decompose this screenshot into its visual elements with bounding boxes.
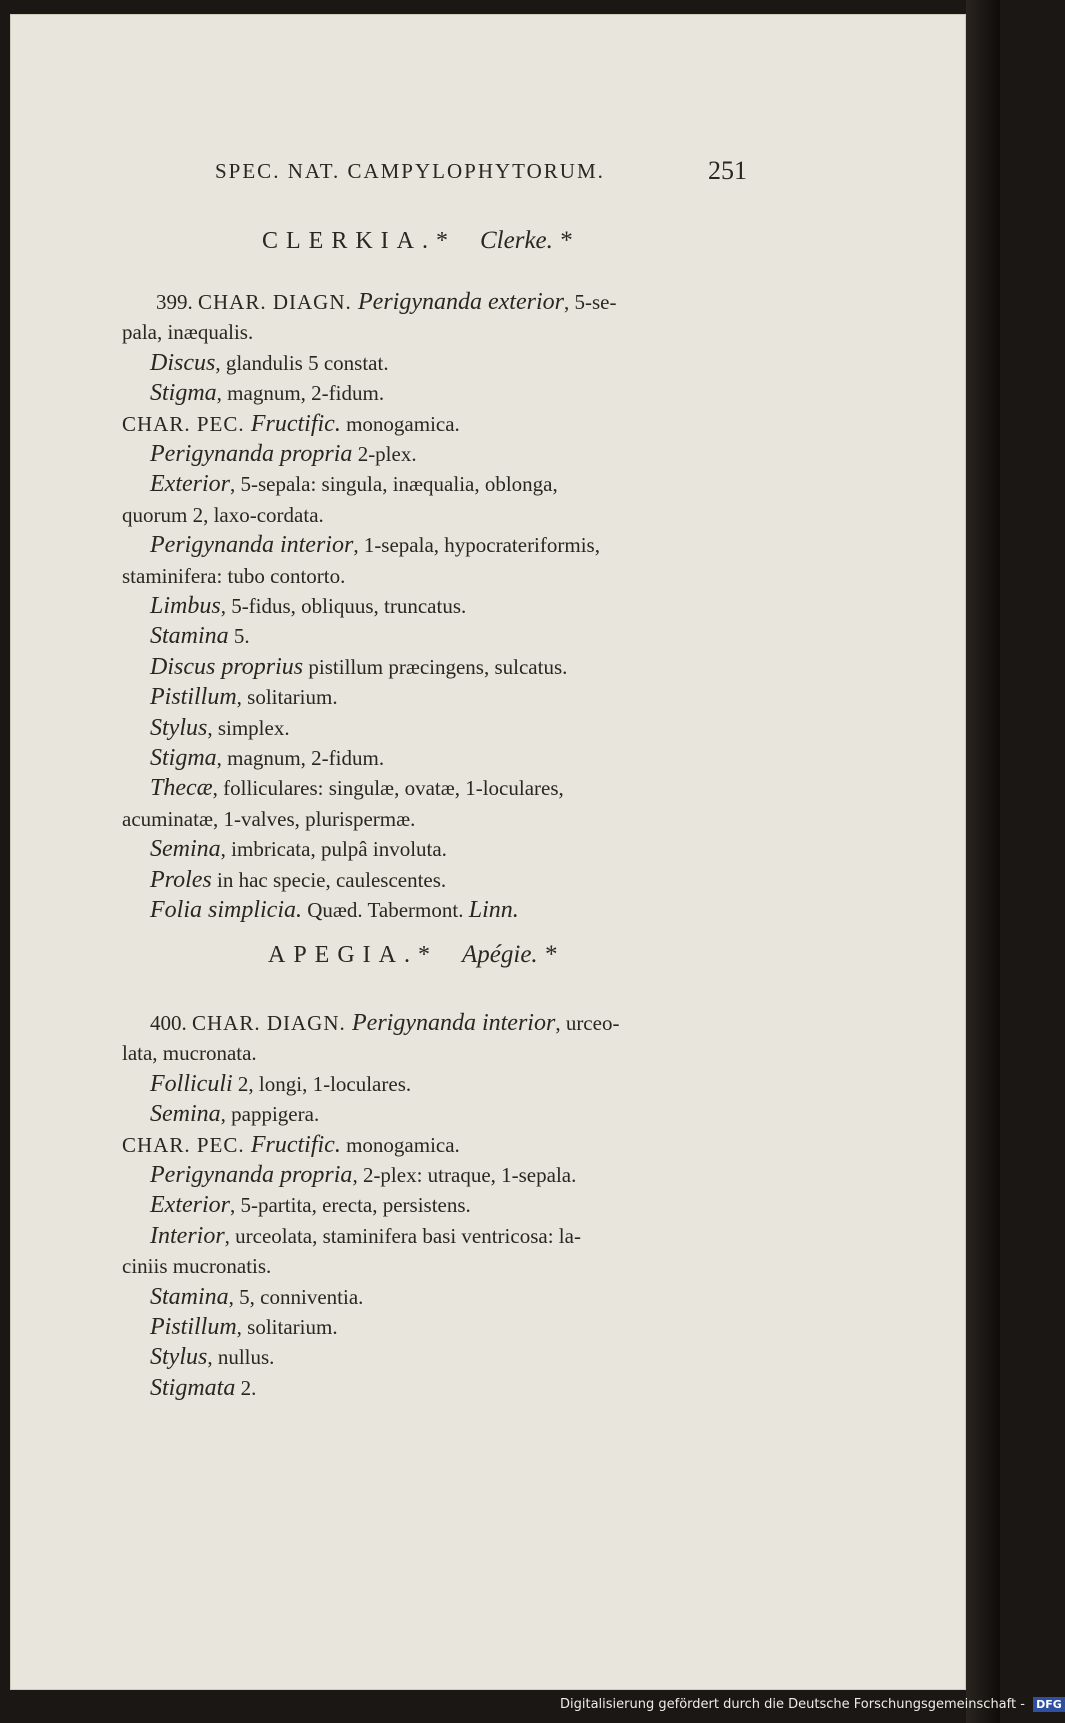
text-run: , simplex. [207,715,290,740]
italic-term: Fructific. [250,410,341,437]
text-line [150,1282,363,1312]
text-run: , 5-se- [563,290,617,314]
text-run: CHAR. DIAGN. [192,1011,352,1035]
italic-term: Semina [150,1101,221,1128]
text-run: , nullus. [207,1345,275,1370]
text-line [150,469,558,499]
italic-term: Perigynanda propria [150,1162,353,1188]
text-run: , 5, conniventia. [228,1284,364,1309]
text-run: , 2-plex: utraque, 1-sepala. [352,1163,577,1187]
italic-term: Stigmata [150,1374,236,1401]
italic-term: Stamina [150,1283,229,1310]
text-run: , magnum, 2-fidum. [216,381,385,406]
genus-heading-clerkia [262,226,572,256]
text-line [122,1038,257,1068]
text-run: 2-plex. [352,442,417,466]
genus-common-name: Apégie. * [462,941,557,968]
text-run: monogamica. [340,1132,460,1157]
italic-term: Perigynanda interior [352,1010,556,1036]
text-run: 5. [228,624,250,649]
genus-heading-apegia [268,940,556,970]
text-line [150,1069,411,1099]
text-run: , solitarium. [236,685,338,710]
text-line [150,682,338,712]
text-line [150,652,567,682]
running-head: SPEC. NAT. CAMPYLOPHYTORUM. [215,159,605,183]
credit-text: Digitalisierung gefördert durch die Deutsche Forschungsgemeinschaft - [560,1697,1025,1712]
italic-term: Stylus [150,1344,208,1371]
italic-term: Limbus [150,593,221,619]
text-run: pala, inæqualis. [122,320,254,345]
text-line [122,1251,271,1281]
text-run: pistillum præcingens, sulcatus. [303,654,568,679]
text-line [156,287,616,317]
italic-term: Perigynanda exterior [358,289,564,315]
text-line [150,591,466,621]
italic-term: Folia simplicia. [150,897,302,923]
text-line [122,1130,460,1160]
text-line [150,1221,581,1251]
text-line [150,713,290,743]
text-line [150,1312,338,1342]
italic-term: Interior [150,1222,225,1249]
text-run: 400. [150,1011,192,1035]
italic-term: Proles [150,866,212,893]
text-line [122,561,345,591]
text-line [150,1008,619,1038]
text-line [150,865,446,895]
italic-term: Discus proprius [150,653,304,680]
text-run: , magnum, 2-fidum. [216,746,385,770]
text-run: CHAR. PEC. [122,1132,251,1157]
italic-term: Pistillum [150,1314,237,1340]
italic-term: Fructific. [250,1131,341,1158]
italic-term: Thecæ [150,775,213,802]
text-run: , solitarium. [236,1315,338,1339]
italic-term: Perigynanda propria [150,441,353,467]
text-run: 2, longi, 1-loculares. [232,1071,412,1096]
italic-term: Pistillum [150,684,237,711]
text-line [150,743,384,773]
text-line [122,317,253,347]
text-line [150,834,447,864]
text-run: in hac specie, caulescentes. [211,867,447,892]
text-run: quorum 2, laxo-cordata. [122,502,324,527]
text-run: , folliculares: singulæ, ovatæ, 1-loculares, [212,776,564,801]
text-run: 399. [156,290,198,314]
text-run: staminifera: tubo contorto. [122,563,346,588]
italic-term: Stamina [150,623,229,650]
book-spine [966,0,1000,1723]
text-run: ciniis mucronatis. [122,1254,272,1279]
italic-term: Linn. [468,897,519,923]
text-run: acuminatæ, 1-valves, plurispermæ. [122,806,416,831]
italic-term: Stylus [150,714,208,741]
text-run: monogamica. [340,411,460,436]
text-run: , 1-sepala, hypocrateriformis, [353,533,600,558]
text-line [150,1373,256,1403]
dfg-logo: DFG [1033,1697,1065,1712]
genus-name: CLERKIA.* [262,228,456,254]
text-run: Quæd. Tabermont. [302,898,469,922]
text-run: CHAR. PEC. [122,411,251,436]
italic-term: Stigma [150,380,217,407]
digitization-credit [560,1697,1065,1712]
text-run: , urceo- [555,1011,620,1035]
page-number: 251 [708,156,747,185]
text-line [150,530,600,560]
text-run: , 5-fidus, obliquus, truncatus. [220,594,467,618]
italic-term: Folliculi [150,1070,233,1097]
text-line [150,1342,274,1372]
text-run: CHAR. DIAGN. [198,290,358,314]
text-line [150,439,417,469]
text-line [150,348,389,378]
text-line [122,409,460,439]
genus-common-name: Clerke. * [480,227,572,254]
italic-term: Semina [150,836,221,863]
text-line [150,1190,471,1220]
genus-name: APEGIA.* [268,942,438,968]
text-run: lata, mucronata. [122,1041,257,1066]
text-line [122,804,415,834]
italic-term: Discus [150,349,216,376]
text-run: , imbricata, pulpâ involuta. [220,837,447,862]
italic-term: Stigma [150,745,217,771]
text-run: 2. [235,1375,257,1400]
text-line [122,500,324,530]
text-line [150,1160,576,1190]
italic-term: Exterior [150,471,230,498]
text-line [150,895,519,925]
text-line [150,1099,319,1129]
text-line [150,773,564,803]
italic-term: Perigynanda interior [150,532,354,559]
text-run: , 5-sepala: singula, inæqualia, oblonga, [229,472,558,497]
text-run: , 5-partita, erecta, persistens. [229,1193,471,1218]
text-line [150,378,384,408]
text-run: , glandulis 5 constat. [215,350,389,375]
italic-term: Exterior [150,1192,230,1219]
text-run: , urceolata, staminifera basi ventricosa: la- [224,1223,581,1248]
text-line [150,621,250,651]
text-run: , pappigera. [220,1102,320,1127]
